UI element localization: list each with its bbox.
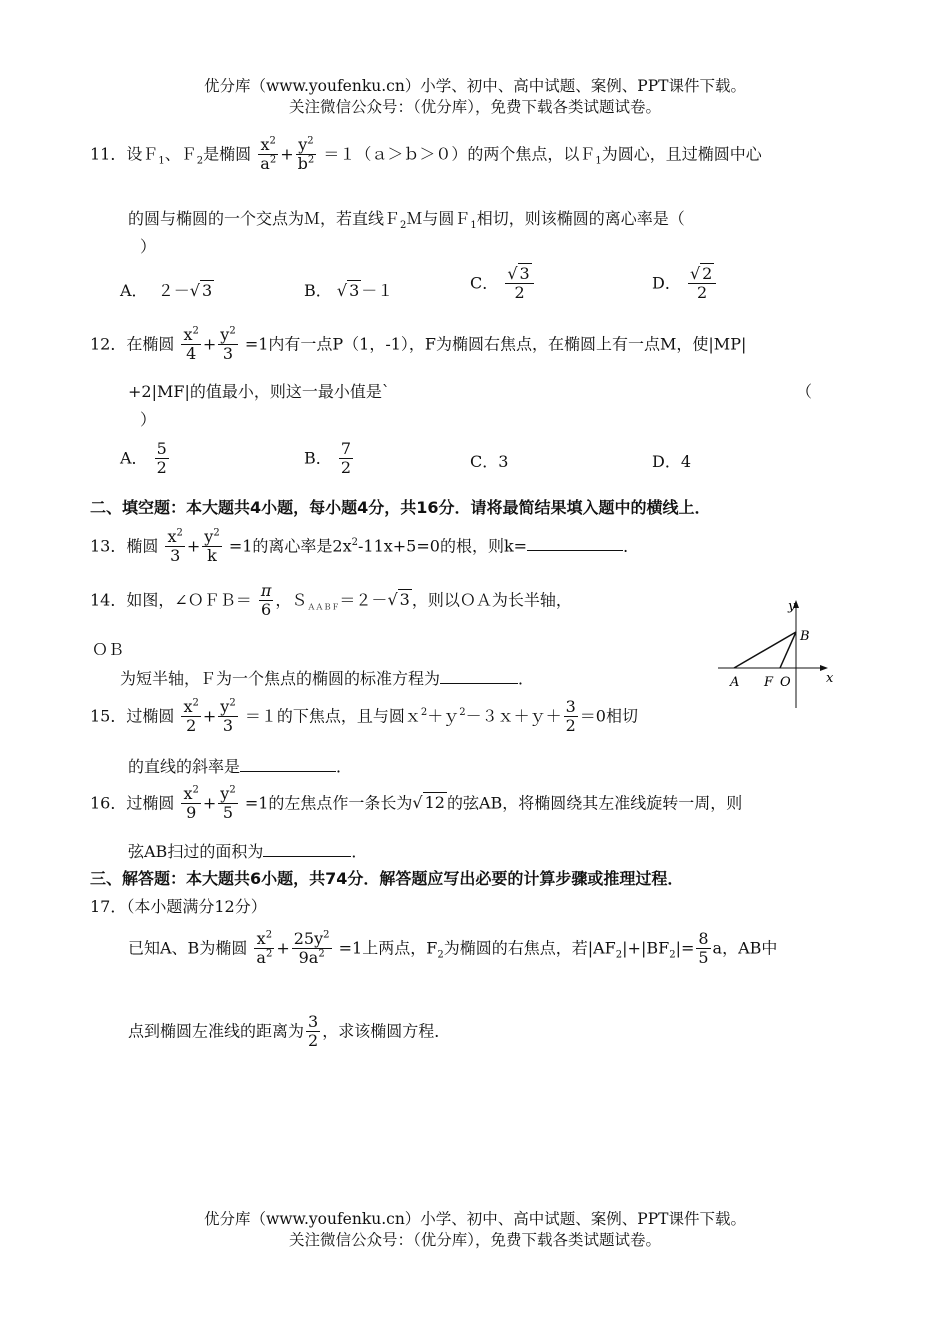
q15-number: 15． xyxy=(90,706,127,726)
q12-option-b: B． $\frac{7}{2}$ xyxy=(304,439,352,478)
point-a-label: A xyxy=(730,675,740,690)
point-o-label: O xyxy=(780,675,791,690)
q16-answer-blank xyxy=(263,840,351,857)
q15-answer-blank xyxy=(240,755,336,772)
section-3-heading: 三、解答题：本大题共6小题，共74分．解答题应写出必要的计算步骤或推理过程． xyxy=(90,869,684,888)
q14-answer-blank xyxy=(440,667,518,684)
q14-line-2: ＯＢ xyxy=(92,640,125,659)
footer-line-2: 关注微信公众号：（优分库），免费下载各类试题试卷。 xyxy=(288,1231,661,1249)
q11-option-a: A． ２－√ 3 xyxy=(120,281,213,300)
q17-header: 17．（本小题满分12分） xyxy=(90,897,267,916)
q13-answer-blank xyxy=(527,534,623,551)
q12-line-3: ） xyxy=(140,410,157,429)
q11-option-b: B． √ 3 －１ xyxy=(304,281,394,300)
q12-option-d: D．4 xyxy=(652,452,692,471)
question-14: 14．如图，∠ＯＦＢ＝ $\frac{\pi}{6}$ ，Ｓ$_{AABF}$＝２－√ 3 ，则以ＯＡ为长半轴， xyxy=(90,581,572,620)
point-f-label: F xyxy=(764,675,774,690)
footer-line-1: 优分库（www.youfenku.cn）小学、初中、高中试题、案例、PPT课件下载。 xyxy=(203,1210,747,1228)
question-12: 12．在椭圆 $\frac{x^2}{4}$ + $\frac{y^2}{3}$ =1内有一点P（1，-1），F为椭圆右焦点，在椭圆上有一点M，使|MP| xyxy=(90,325,747,364)
q12-number: 12． xyxy=(90,334,127,354)
q11-option-d: D． $\frac{√ 2}{2}$ xyxy=(652,265,718,303)
q12-paren-open: （ xyxy=(796,382,813,401)
header-line-2: 关注微信公众号：（优分库），免费下载各类试题试卷。 xyxy=(288,98,661,116)
q17-line-2: 点到椭圆左准线的距离为 $\frac{3}{2}$ ，求该椭圆方程． xyxy=(128,1012,451,1051)
q14-line-3: 为短半轴，Ｆ为一个焦点的椭圆的标准方程为 ． xyxy=(120,669,535,688)
q12-option-a: A． $\frac{5}{2}$ xyxy=(120,439,167,478)
y-label: y xyxy=(788,599,796,614)
point-b-label: B xyxy=(800,629,810,644)
q16-number: 16． xyxy=(90,793,127,813)
q11-number: 11． xyxy=(90,144,127,164)
question-13: 13．椭圆 $\frac{x^2}{3}$ + $\frac{y^2}{k}$ =1的离心率是$2x^2-11x+5=0$的根，则k= ． xyxy=(90,527,640,566)
q16-line-2: 弦AB扫过的面积为 ． xyxy=(128,842,368,861)
q13-number: 13． xyxy=(90,536,127,556)
q11-line-3: ） xyxy=(140,237,157,256)
header-line-1: 优分库（www.youfenku.cn）小学、初中、高中试题、案例、PPT课件下载。 xyxy=(203,77,747,95)
q14-number: 14． xyxy=(90,590,127,610)
q12-option-c: C．3 xyxy=(470,452,509,471)
q15-line-2: 的直线的斜率是 ． xyxy=(128,757,353,776)
segment-ab xyxy=(734,632,796,668)
q11-fraction-x: $\frac{x^2}{a^2}$ xyxy=(260,135,277,174)
section-2-heading: 二、填空题：本大题共4小题，每小题4分，共16分．请将最简结果填入题中的横线上． xyxy=(90,498,711,517)
question-11: 11．设Ｆ$_1$、Ｆ$_2$是椭圆 $\frac{x^2}{a^2}$ + $\frac{y^2}{b^2}$ ＝１（ａ＞ｂ＞０）的两个焦点，以Ｆ$_1$为圆心，且过椭圆中心 xyxy=(90,135,762,174)
question-16: 16．过椭圆 $\frac{x^2}{9}$ + $\frac{y^2}{5}$ =1的左焦点作一条长为√ 12 的弦AB，将椭圆绕其左准线旋转一周，则 xyxy=(90,784,743,823)
q11-line-2: 的圆与椭圆的一个交点为Ｍ，若直线Ｆ$_2$Ｍ与圆Ｆ$_1$相切，则该椭圆的离心率是（ xyxy=(128,209,685,232)
q11-fraction-y: $\frac{y^2}{b^2}$ xyxy=(297,135,315,174)
question-15: 15．过椭圆 $\frac{x^2}{2}$ + $\frac{y^2}{3}$ ＝１的下焦点，且与圆ｘ$^2$＋ｙ$^2$－３ｘ＋ｙ＋ $\frac{3}{2}$ ＝0相切 xyxy=(90,697,638,736)
question-17: 已知A、B为椭圆 $\frac{x^2}{a^2}$ + $\frac{25y^2}{9a^2}$ =1上两点，$F_2$为椭圆的右焦点，若$|AF_2|+|BF_2|=$ $\frac{8}{5}$ a，AB中 xyxy=(128,929,778,968)
q11-option-c: C． $\frac{√ 3}{2}$ xyxy=(470,265,536,303)
q14-figure xyxy=(718,596,848,708)
q12-line-2: +2|MF|的值最小，则这一最小值是` xyxy=(128,382,390,401)
x-label: x xyxy=(826,671,834,686)
